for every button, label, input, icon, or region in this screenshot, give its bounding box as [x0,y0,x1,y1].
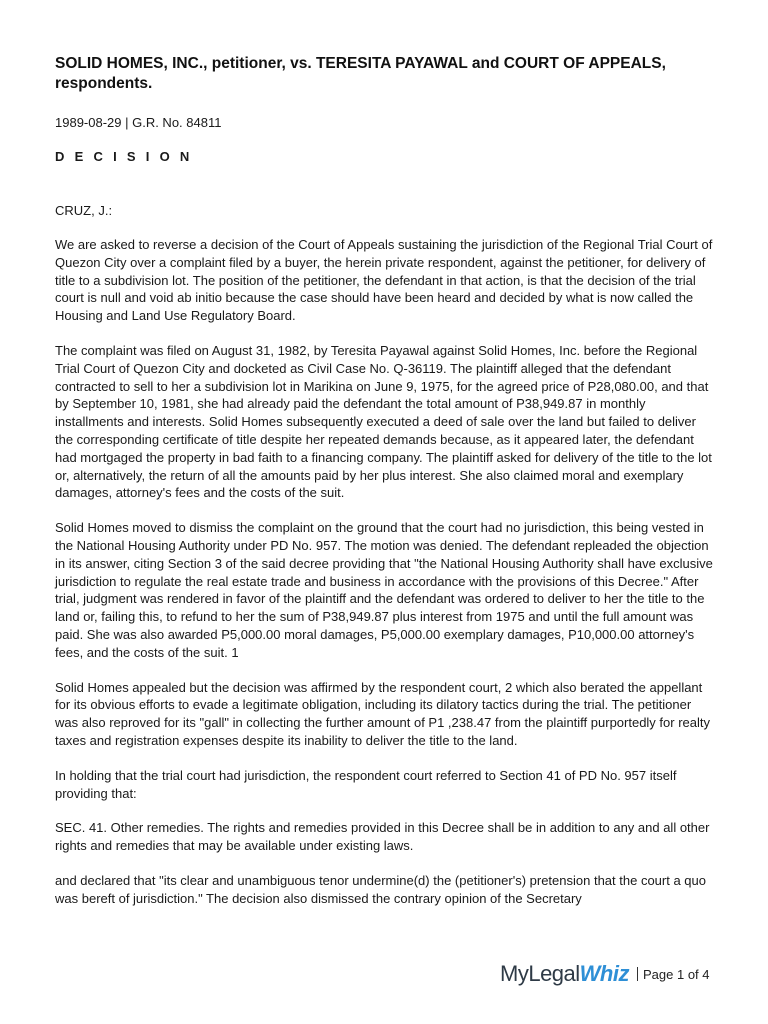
logo-text-my: My [500,961,529,986]
paragraph: In holding that the trial court had jurisdiction, the respondent court referred to Section 41 of PD No. 957 itself providing that: [55,767,677,801]
paragraph: We are asked to reverse a decision of the Court of Appeals sustaining the jurisdiction of the Regional Trial Court of Quezon City over a complaint filed by a buyer, the herein private respondent, against the petitioner, for delivery of title to a subdivision lot. The position of the petitioner, the defendant in that action, is that the decision of the trial court is null and void ab initio because the case should have been heard and decided by what is now called the Housing and Land Use Regulatory Board. [55,237,713,324]
ponente: CRUZ, J.: [55,203,113,218]
paragraph: and declared that "its clear and unambiguous tenor undermine(d) the (petitioner's) pretension that the court a quo was bereft of jurisdiction." The decision also dismissed the contrary opinion of the Secretary [55,872,706,906]
mylegalwhiz-logo [500,960,629,988]
page-footer [496,960,710,988]
logo-text-whiz: Whiz [579,961,629,986]
page-number: Page 1 of 4 [643,966,710,982]
paragraph: Solid Homes moved to dismiss the complaint on the ground that the court had no jurisdiction, this being vested in the National Housing Authority under PD No. 957. The motion was denied. The defendant repleaded the objection in its answer, citing Section 3 of the said decree providing that "the National Housing Authority shall have exclusive jurisdiction to regulate the real estate trade and business in accordance with the provisions of this Decree." After trial, judgment was rendered in favor of the plaintiff and the defendant was ordered to deliver to her the title to the land or, failing this, to refund to her the sum of P38,949.87 plus interest from 1975 and until the full amount was paid. She was also awarded P5,000.00 moral damages, P5,000.00 exemplary damages, P10,000.00 attorney's fees, and the costs of the suit. 1 [55,520,713,660]
paragraph: Solid Homes appealed but the decision was affirmed by the respondent court, 2 which also berated the appellant for its obvious efforts to evade a legitimate obligation, including its dilatory tactics during the trial. The petitioner was also reproved for its "gall" in collecting the further amount of P1 ,238.47 from the plaintiff purportedly for realty taxes and registration expenses despite its inability to deliver the title to the land. [55,679,710,748]
case-date-and-number: 1989-08-29 | G.R. No. 84811 [55,115,222,130]
page-indicator [637,967,710,982]
logo-text-legal: Legal [528,961,580,986]
case-title: SOLID HOMES, INC., petitioner, vs. TERESITA PAYAWAL and COURT OF APPEALS, respondents. [55,55,666,92]
separator [637,967,638,981]
document-page [55,54,715,925]
decision-heading: D E C I S I O N [55,149,193,164]
paragraph: The complaint was filed on August 31, 1982, by Teresita Payawal against Solid Homes, Inc. before the Regional Trial Court of Quezon City and docketed as Civil Case No. Q-36119. The plaintiff alleged that the defendant contracted to sell to her a subdivision lot in Marikina on June 9, 1975, for the agreed price of P28,080.00, and that by September 10, 1981, she had already paid the defendant the total amount of P38,949.87 in monthly installments and interests. Solid Homes subsequently executed a deed of sale over the land but failed to deliver the corresponding certificate of title despite her repeated demands because, as it appeared later, the defendant had mortgaged the property in bad faith to a financing company. The plaintiff asked for delivery of the title to the lot or, alternatively, the return of all the amounts paid by her plus interest. She also claimed moral and exemplary damages, attorney's fees and the costs of the suit. [55,342,712,501]
quoted-section: SEC. 41. Other remedies. The rights and remedies provided in this Decree shall be in addition to any and all other rights and remedies that may be available under existing laws. [55,820,710,854]
